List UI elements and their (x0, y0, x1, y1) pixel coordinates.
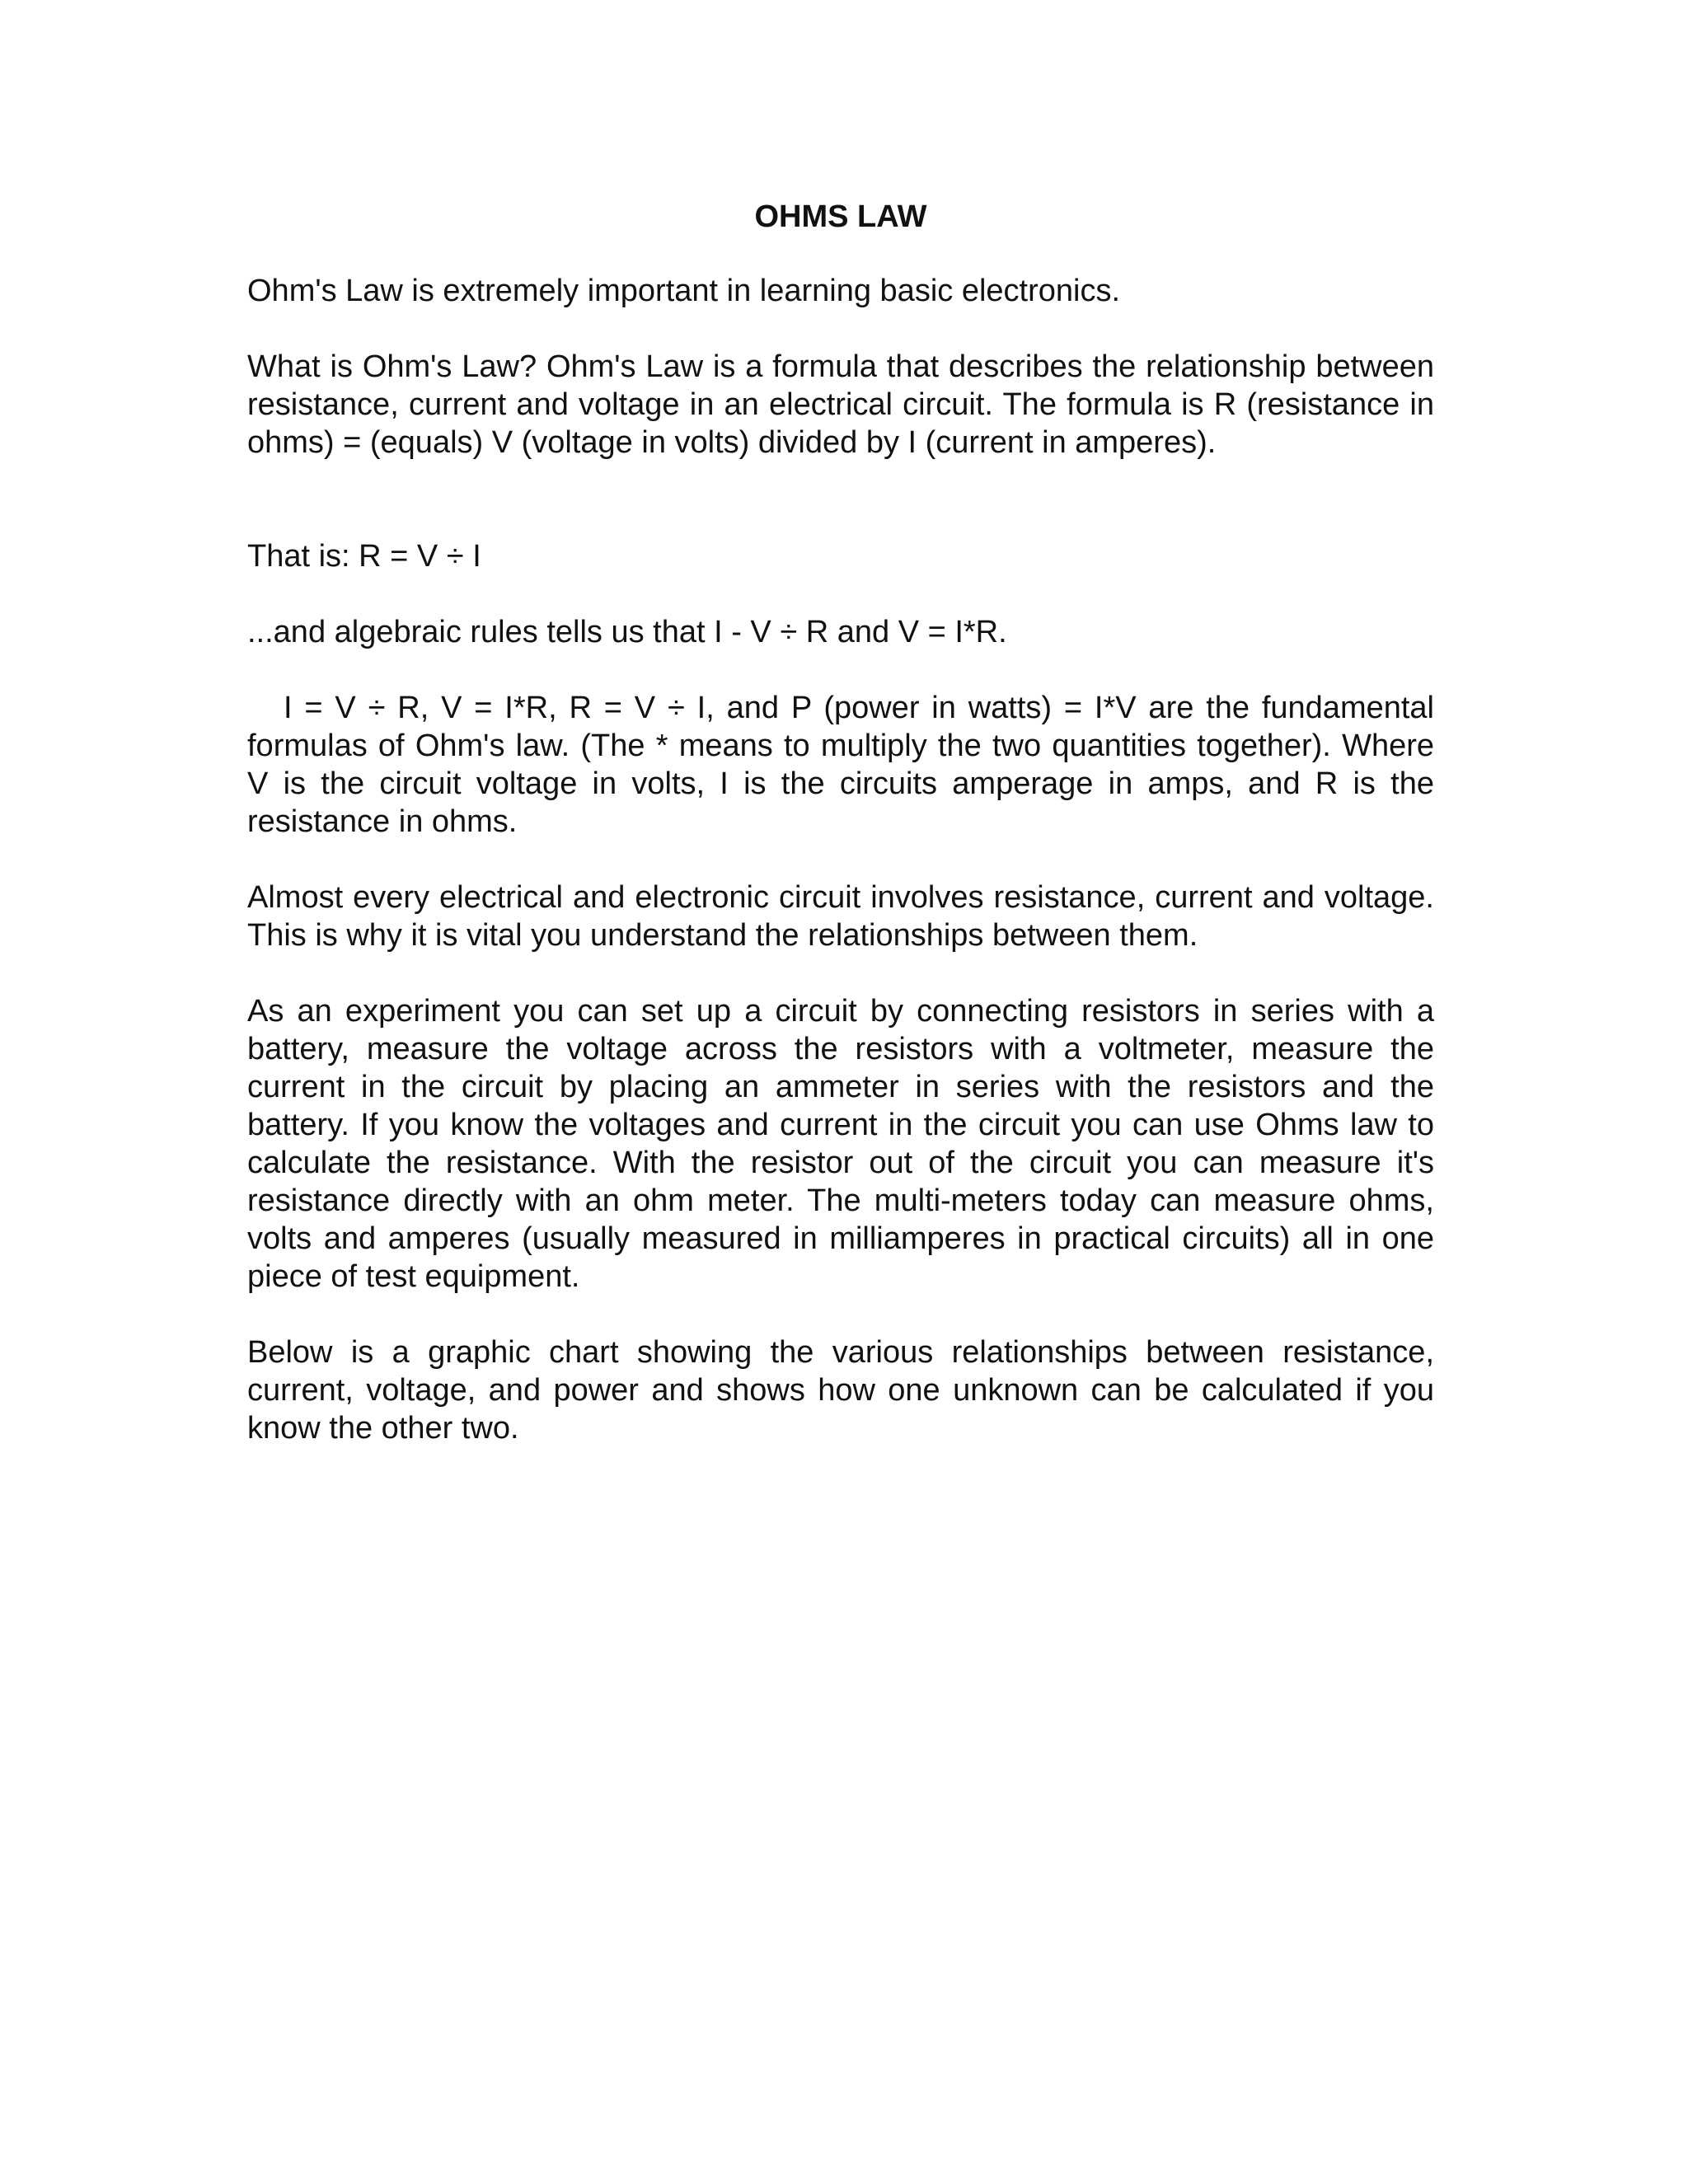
paragraph-intro: Ohm's Law is extremely important in learning basic electronics. (247, 274, 1121, 308)
paragraph-importance: Almost every electrical and electronic circuit involves resistance, current and voltage. This is why it is vital you understand the relationships between them. (247, 880, 1434, 953)
paragraph-algebra: ...and algebraic rules tells us that I - V ÷ R and V = I*R. (247, 615, 1007, 649)
paragraph-chart-intro: Below is a graphic chart showing the various relationships between resistance, current, voltage, and power and shows how one unknown can be calculated if you know the other two. (247, 1335, 1434, 1446)
page-title: OHMS LAW (754, 199, 927, 234)
paragraph-definition: What is Ohm's Law? Ohm's Law is a formula that describes the relationship between resistance, current and voltage in an electrical circuit. The formula is R (resistance in ohms) = (equals) V (voltage in volts) divided by I (current in amperes). (247, 349, 1434, 460)
paragraph-experiment: As an experiment you can set up a circuit by connecting resistors in series with a battery, measure the voltage across the resistors with a voltmeter, measure the current in the circuit by placing an ammeter in series with the resistors and the battery. If you know the voltages and current in the circuit you can use Ohms law to calculate the resistance. With the resistor out of the circuit you can measure it's resistance directly with an ohm meter. The multi-meters today can measure ohms, volts and amperes (usually measured in milliamperes in practical circuits) all in one piece of test equipment. (247, 994, 1434, 1294)
paragraph-formula: That is: R = V ÷ I (247, 539, 481, 574)
paragraph-fundamental-formulas: I = V ÷ R, V = I*R, R = V ÷ I, and P (power in watts) = I*V are the fundamental formulas of Ohm's law. (The * means to multiply the two quantities together). Where V is the circuit voltage in volts, I is the circuits amperage in amps, and R is the resistance in ohms. (247, 691, 1434, 839)
